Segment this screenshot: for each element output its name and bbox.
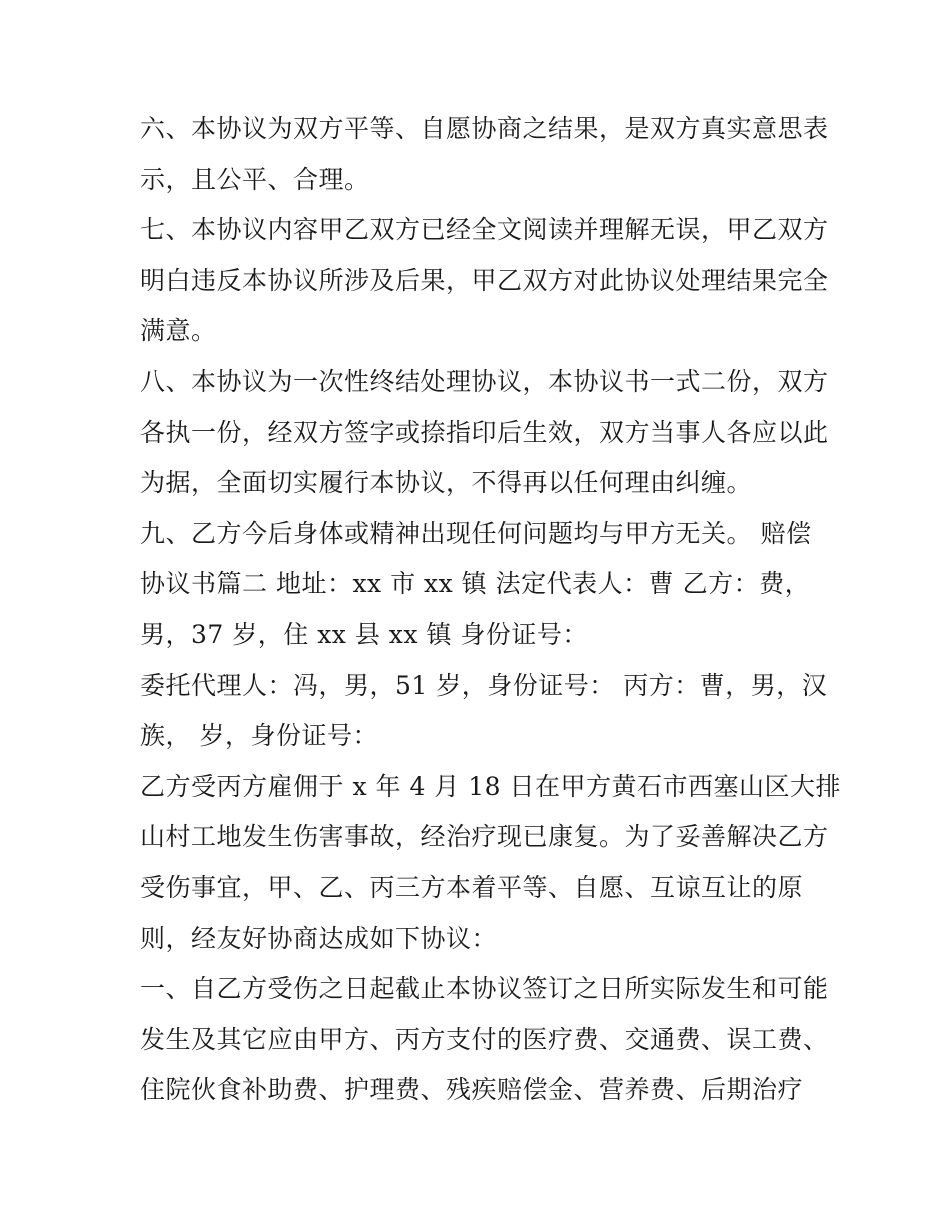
text-line: 委托代理人：冯，男，51 岁，身份证号： 丙方：曹，男，汉	[140, 670, 828, 700]
text-line: 乙方受丙方雇佣于 x 年 4 月 18 日在甲方黄石市西塞山区大排	[140, 771, 841, 801]
text-line: 明白违反本协议所涉及后果，甲乙双方对此协议处理结果完全	[140, 265, 829, 295]
text-line: 住院伙食补助费、护理费、残疾赔偿金、营养费、后期治疗	[140, 1075, 804, 1105]
text-line: 七、本协议内容甲乙双方已经全文阅读并理解无误，甲乙双方	[140, 215, 829, 245]
text-line: 为据，全面切实履行本协议，不得再以任何理由纠缠。	[140, 468, 753, 498]
text-line: 八、本协议为一次性终结处理协议，本协议书一式二份，双方	[140, 366, 829, 396]
text-line: 九、乙方今后身体或精神出现任何问题均与甲方无关。 赔偿	[140, 518, 812, 548]
text-line: 一、自乙方受伤之日起截止本协议签订之日所实际发生和可能	[140, 974, 829, 1004]
text-line: 六、本协议为双方平等、自愿协商之结果，是双方真实意思表	[140, 114, 829, 143]
text-line: 男，37 岁，住 xx 县 xx 镇 身份证号：	[140, 619, 588, 649]
text-line: 山村工地发生伤害事故，经治疗现已康复。为了妥善解决乙方	[140, 822, 829, 852]
text-line: 受伤事宜，甲、乙、丙三方本着平等、自愿、互谅互让的原	[140, 872, 804, 902]
text-line: 示，且公平、合理。	[140, 164, 370, 194]
text-line: 满意。	[140, 316, 217, 346]
text-line: 协议书篇二 地址：xx 市 xx 镇 法定代表人：曹 乙方：费，	[140, 569, 811, 599]
text-line: 各执一份，经双方签字或捺指印后生效，双方当事人各应以此	[140, 417, 829, 447]
document-body	[140, 104, 841, 1116]
text-line: 则，经友好协商达成如下协议：	[140, 923, 498, 953]
text-line: 族， 岁，身份证号：	[140, 721, 378, 751]
text-line: 发生及其它应由甲方、丙方支付的医疗费、交通费、误工费、	[140, 1024, 829, 1054]
